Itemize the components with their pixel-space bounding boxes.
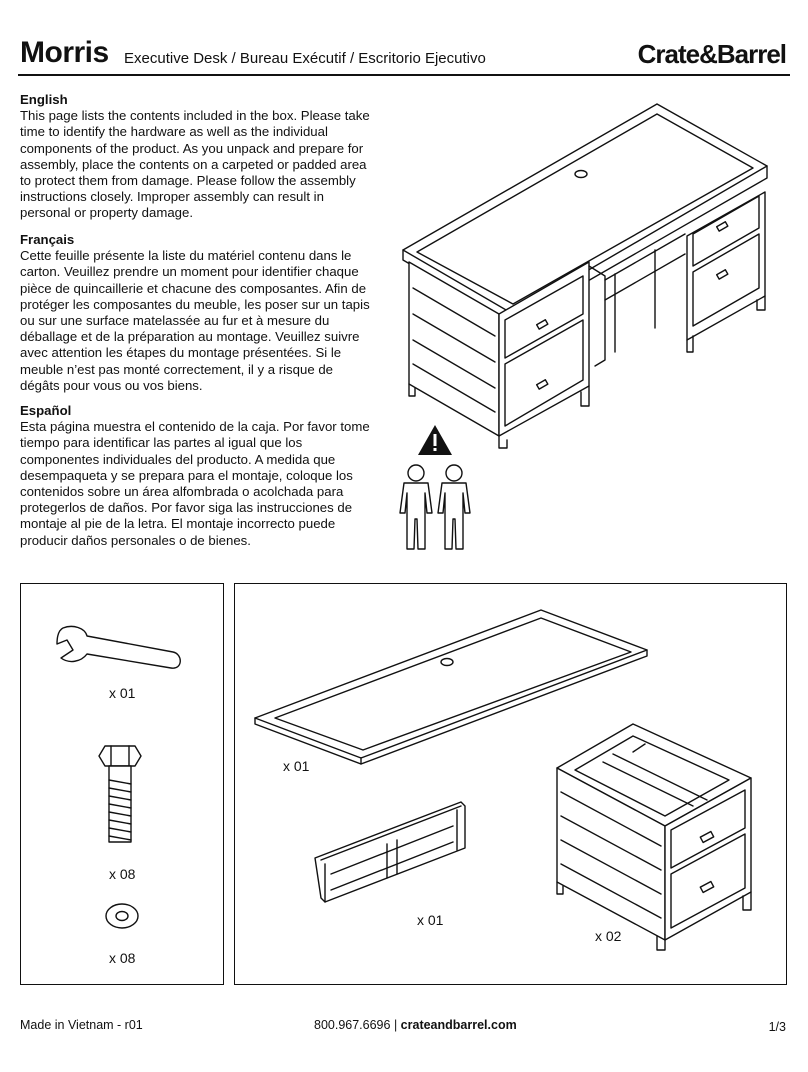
footer-origin: Made in Vietnam - r01 <box>20 1018 143 1032</box>
drawer-pedestal <box>553 714 753 954</box>
two-person-assembly-icon <box>398 463 474 553</box>
wrench-icon <box>55 622 185 672</box>
hardware-contents-box <box>20 583 224 985</box>
section-french <box>20 232 370 394</box>
footer-contact <box>314 1018 517 1032</box>
section-english <box>20 92 370 222</box>
section-french-body: Cette feuille présente la liste du matériel contenu dans le carton. Veuillez prendre un moment pour identifier chaque pièce de quincaillerie et chacune des composantes. Afin de protéger les composantes du meuble, les poser sur un tapis ou sur une surface matelassée au fur et à mesure du déballage et de la préparation au montage. Veuillez suivre avec attention les étapes du montage présentées. Si le meuble n’est pas monté correctement, il y a risque de dégâts pour vous ou vos biens. <box>20 248 370 393</box>
page-number: 1/3 <box>768 1020 786 1034</box>
washer-icon <box>103 902 141 930</box>
part-qty: x 02 <box>595 928 622 944</box>
part-qty: x 01 <box>283 758 310 774</box>
parts-contents-box <box>234 583 787 985</box>
footer-website-link[interactable]: crateandbarrel.com <box>400 1018 517 1032</box>
back-stretcher-panel <box>311 798 471 904</box>
section-french-heading: Français <box>20 232 75 247</box>
part-qty: x 01 <box>417 912 444 928</box>
bolt-icon <box>97 744 143 844</box>
product-title: Morris <box>20 36 109 69</box>
section-spanish-body: Esta página muestra el contenido de la caja. Por favor tome tiempo para identificar las partes al igual que los componentes individuales del producto. A medida que desempaqueta y se prepara para el montaje, coloque los contenidos sobre un área alfombrada o acolchada para protegerlos de daños. Por favor siga las instrucciones de montaje al pie de la letra. El montaje incorrecto puede producir daños personales o de bienes. <box>20 419 370 548</box>
hardware-qty: x 08 <box>109 950 136 966</box>
assembled-desk-illustration <box>395 100 775 460</box>
hardware-qty: x 08 <box>109 866 136 882</box>
warning-triangle-icon <box>417 424 453 456</box>
header-rule <box>18 74 790 76</box>
brand-logo: Crate&Barrel <box>637 39 786 69</box>
section-english-heading: English <box>20 92 68 107</box>
hardware-qty: x 01 <box>109 685 136 701</box>
section-spanish-heading: Español <box>20 403 72 418</box>
section-spanish <box>20 403 370 549</box>
footer-phone: 800.967.6696 | <box>314 1018 401 1032</box>
product-subtitle: Executive Desk / Bureau Exécutif / Escritorio Ejecutivo <box>124 50 486 67</box>
section-english-body: This page lists the contents included in the box. Please take time to identify the hardware as well as the individual components of the product. As you unpack and prepare for assembly, place the contents on a carpeted or padded area to protect them from damage. Please follow the assembly instructions closely. Improper assembly can result in personal or property damage. <box>20 108 370 221</box>
